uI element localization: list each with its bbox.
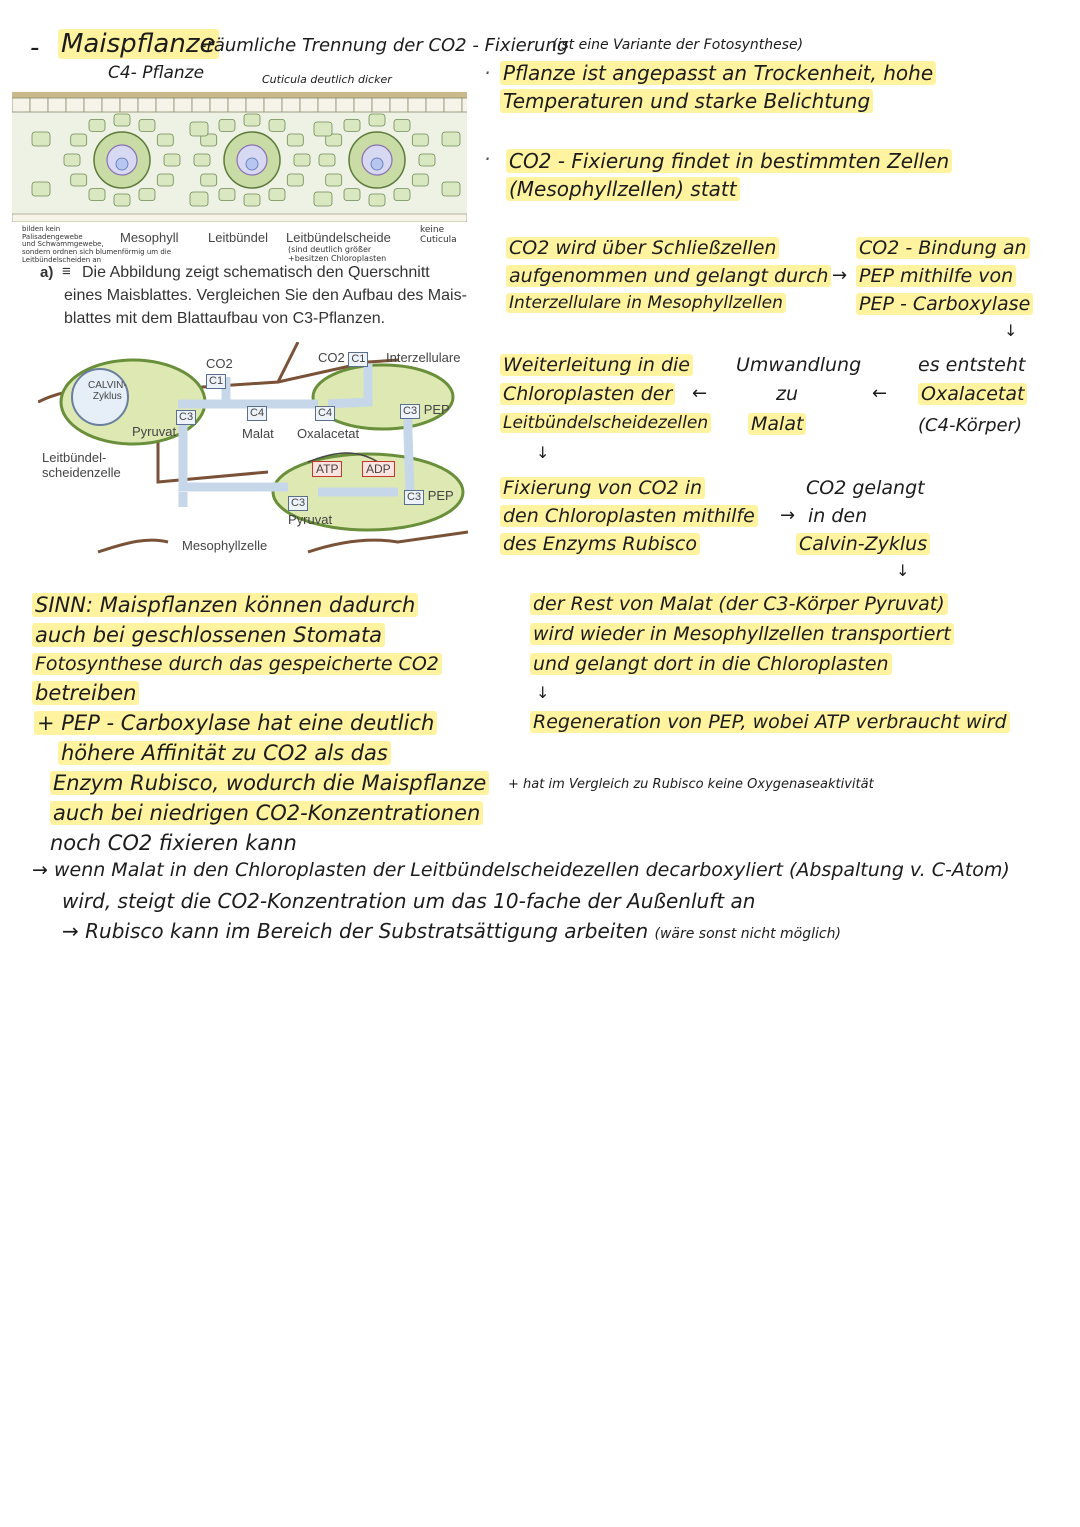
weiterleitung-line-3: Leitbündelscheidezellen (500, 414, 711, 433)
mesophyll-cell (157, 174, 173, 186)
oxygenase-note: + hat im Vergleich zu Rubisco keine Oxygenaseaktivität (508, 777, 874, 792)
affinity-line-4: auch bei niedrigen CO2-Konzentrationen (50, 802, 483, 825)
mesophyll-cell (190, 192, 208, 206)
mesophyll-cell (344, 119, 360, 131)
mesophyll-cell (412, 174, 428, 186)
caption-line-1: Die Abbildung zeigt schematisch den Querschnitt (82, 264, 430, 281)
epidermis-cell (138, 98, 156, 112)
keine-cuticula-note: keine Cuticula (420, 225, 457, 245)
co2-right: CO2 C1 (318, 350, 368, 367)
cell-wall (308, 532, 468, 552)
mesophyll-cell (319, 154, 335, 166)
upper-cuticula (12, 92, 467, 98)
adp-label: ADP (362, 462, 395, 476)
sinn-line-4: betreiben (32, 682, 139, 705)
mesophyll-cell (219, 119, 235, 131)
epidermis-cell (390, 98, 408, 112)
epidermis-cell (246, 98, 264, 112)
label-mesophyll: Mesophyll (120, 230, 179, 245)
binding-line-3: PEP - Carboxylase (856, 294, 1033, 315)
leitbuendelscheidenzelle-label: Leitbündel- scheidenzelle (42, 450, 121, 480)
oxalacetat-line-3: (C4-Körper) (918, 415, 1023, 436)
malat-line-1: Umwandlung (736, 354, 862, 376)
xylem (371, 158, 383, 170)
arrow-left: ← (872, 383, 888, 404)
footer-line-3: → Rubisco kann im Bereich der Substratsättigung arbeiten (wäre sonst nicht möglich) (62, 919, 841, 943)
epidermis-cell (300, 98, 318, 112)
mesophyll-cell (326, 174, 342, 186)
mesophyll-cell (269, 189, 285, 201)
c3-a: C3 (176, 408, 196, 425)
epidermis-cell (66, 98, 84, 112)
mesophyll-cell (114, 114, 130, 126)
mesophyll-cell (32, 182, 50, 196)
caption-marker: ≡ (62, 263, 71, 280)
epidermis-cell (462, 98, 467, 112)
epidermis-cell (282, 98, 300, 112)
pyruvat-left: Pyruvat (132, 424, 177, 439)
epidermis-cell (264, 98, 282, 112)
epidermis-cell (174, 98, 192, 112)
mesophyll-cell (394, 119, 410, 131)
epidermis-cell (192, 98, 210, 112)
mesophyll-cell (201, 174, 217, 186)
xylem (246, 158, 258, 170)
arrow-right: → (832, 265, 848, 286)
cuticula-note: Cuticula deutlich dicker (262, 73, 392, 86)
mesophyll-cell (314, 192, 332, 206)
uptake-line-1: CO2 wird über Schließzellen (506, 238, 779, 259)
epidermis-cell (336, 98, 354, 112)
mesophyll-cell (369, 194, 385, 206)
affinity-line-5: noch CO2 fixieren kann (50, 831, 297, 855)
scheide-note: (sind deutlich größer +besitzen Chloroplasten (288, 245, 387, 263)
binding-line-1: CO2 - Bindung an (856, 238, 1030, 259)
label-leitbuendel: Leitbündel (208, 230, 268, 245)
leaf-cross-section (12, 92, 467, 222)
c4-a: C4 (247, 404, 267, 421)
malat-label: Malat (242, 426, 274, 441)
caption-line-3: blattes mit dem Blattaufbau von C3-Pflanzen. (64, 310, 386, 327)
c4-label: C4- Pflanze (108, 63, 205, 83)
mesophyll-cell (64, 154, 80, 166)
label-leitbuendelscheide: Leitbündelscheide (286, 230, 391, 245)
c3-b: C3 (288, 494, 308, 511)
epidermis-cell (210, 98, 228, 112)
epidermis-cell (228, 98, 246, 112)
footer-line-2: wird, steigt die CO2-Konzentration um das 10-fache der Außenluft an (62, 889, 756, 913)
malat-line-2: zu (776, 383, 799, 405)
c1-top: C1 (206, 372, 226, 389)
fixierung-line-2: den Chloroplasten mithilfe (500, 506, 758, 527)
mesophyll-cell (114, 194, 130, 206)
epidermis-cells (12, 98, 467, 112)
epidermis-cell (48, 98, 66, 112)
epidermis-cell (120, 98, 138, 112)
sinn-line-1: SINN: Maispflanzen können dadurch (32, 594, 418, 617)
oxalacetat-line-2: Oxalacetat (918, 384, 1027, 405)
mesophyll-cell (244, 194, 260, 206)
sinn-line-3: Fotosynthese durch das gespeicherte CO2 (32, 654, 442, 675)
xylem (116, 158, 128, 170)
uptake-line-3: Interzellulare in Mesophyllzellen (506, 294, 786, 313)
epidermis-cell (30, 98, 48, 112)
mesophyll-cell (314, 122, 332, 136)
pyruvat-mid: Pyruvat (288, 512, 333, 527)
mesophyll-cell (194, 154, 210, 166)
affinity-line-2: höhere Affinität zu CO2 als das (58, 742, 391, 765)
calvin-line-1: CO2 gelangt (806, 477, 925, 499)
mesophyll-cell (139, 189, 155, 201)
mesophyll-note: bilden kein Palisadengewebe und Schwammgewebe, sondern ordnen sich blumenförmig um die Leitbündelscheiden an (22, 225, 172, 264)
sinn-line-2: auch bei geschlossenen Stomata (32, 624, 385, 647)
mesophyll-cell (394, 189, 410, 201)
mesophyll-cell (244, 114, 260, 126)
epidermis-cell (84, 98, 102, 112)
mesophyll-cell (71, 174, 87, 186)
fixierung-line-1: Fixierung von CO2 in (500, 478, 705, 499)
mesophyll-cell (287, 174, 303, 186)
mesophyll-cell (294, 154, 310, 166)
footer-line-1: → wenn Malat in den Chloroplasten der Leitbündelscheidezellen decarboxyliert (Abspaltung v. C-Atom) (32, 859, 1010, 881)
calvin-line-2: in den (808, 505, 868, 527)
epidermis-cell (372, 98, 390, 112)
mesophyll-cell (287, 134, 303, 146)
epidermis-cell (102, 98, 120, 112)
epidermis-cell (408, 98, 426, 112)
c4-b: C4 (315, 404, 335, 421)
mesophyll-cell (164, 154, 180, 166)
mesophyll-cell (157, 134, 173, 146)
dash: - (30, 33, 40, 63)
arrow-right: → (780, 505, 796, 526)
mesophyll-cell (32, 132, 50, 146)
rest-line-3: und gelangt dort in die Chloroplasten (530, 654, 892, 675)
mesophyll-cell (412, 134, 428, 146)
mesophyll-cell (139, 119, 155, 131)
mesophyll-cell (89, 189, 105, 201)
mesophyll-cell (89, 119, 105, 131)
interzellulare-label: Interzellulare (386, 350, 461, 365)
c3-pep-top: C3 PEP (400, 402, 450, 419)
affinity-line-1: + PEP - Carboxylase hat eine deutlich (34, 712, 437, 735)
affinity-line-3: Enzym Rubisco, wodurch die Maispflanze (50, 772, 489, 795)
epidermis-cell (156, 98, 174, 112)
fixation-line-1: CO2 - Fixierung findet in bestimmten Zellen (506, 150, 952, 172)
arrow-down: ↓ (1004, 321, 1018, 340)
regeneration-text: Regeneration von PEP, wobei ATP verbraucht wird (530, 712, 1010, 733)
arrow-down: ↓ (536, 683, 550, 702)
mesophyll-cell (219, 189, 235, 201)
adaptation-line-1: Pflanze ist angepasst an Trockenheit, hohe (500, 62, 936, 84)
bullet: · (484, 61, 491, 85)
oxalacetat-label: Oxalacetat (297, 426, 360, 441)
calvin-label: CALVIN- Zyklus (88, 380, 127, 402)
epidermis-cell (354, 98, 372, 112)
calvin-line-3: Calvin-Zyklus (796, 534, 930, 555)
oxalacetat-line-1: es entsteht (918, 354, 1026, 376)
epidermis-cell (426, 98, 444, 112)
epidermis-cell (318, 98, 336, 112)
adaptation-line-2: Temperaturen und starke Belichtung (500, 90, 873, 112)
bullet: · (484, 147, 491, 171)
arrow-down: ↓ (896, 561, 910, 580)
mesophyll-cell (442, 182, 460, 196)
rest-line-2: wird wieder in Mesophyllzellen transportiert (530, 624, 954, 645)
atp-label: ATP (312, 462, 342, 476)
mesophyll-cell (419, 154, 435, 166)
arrow-down: ↓ (536, 443, 550, 462)
fixierung-line-3: des Enzyms Rubisco (500, 534, 700, 555)
page-title: Maispflanze (58, 30, 219, 59)
epidermis-cell (12, 98, 30, 112)
fixation-line-2: (Mesophyllzellen) statt (506, 178, 740, 200)
malat-line-3: Malat (748, 414, 806, 435)
mesophyllzelle-label: Mesophyllzelle (182, 538, 268, 553)
mesophyll-cell (442, 132, 460, 146)
subtitle: -räumliche Trennung der CO2 - Fixierung (200, 35, 569, 56)
caption-a: a) (40, 264, 54, 281)
mesophyll-cell (71, 134, 87, 146)
bundle-sheath-rings (94, 132, 405, 188)
mesophyll-cell (369, 114, 385, 126)
rest-line-1: der Rest von Malat (der C3-Körper Pyruvat) (530, 594, 948, 615)
epidermis-cell (444, 98, 462, 112)
co2-top: CO2 (206, 356, 233, 371)
weiterleitung-line-1: Weiterleitung in die (500, 355, 693, 376)
cell-wall (98, 540, 168, 552)
uptake-line-2: aufgenommen und gelangt durch (506, 266, 831, 287)
subtitle-note: (ist eine Variante der Fotosynthese) (552, 37, 804, 53)
weiterleitung-line-2: Chloroplasten der (500, 384, 675, 405)
mesophyll-cell (269, 119, 285, 131)
arrow-left: ← (692, 383, 708, 404)
c3-pep-bottom: C3 PEP (404, 488, 454, 505)
binding-line-2: PEP mithilfe von (856, 266, 1016, 287)
mesophyll-cell (190, 122, 208, 136)
mesophyll-cell (344, 189, 360, 201)
caption-line-2: eines Maisblattes. Vergleichen Sie den Aufbau des Mais- (64, 287, 467, 304)
